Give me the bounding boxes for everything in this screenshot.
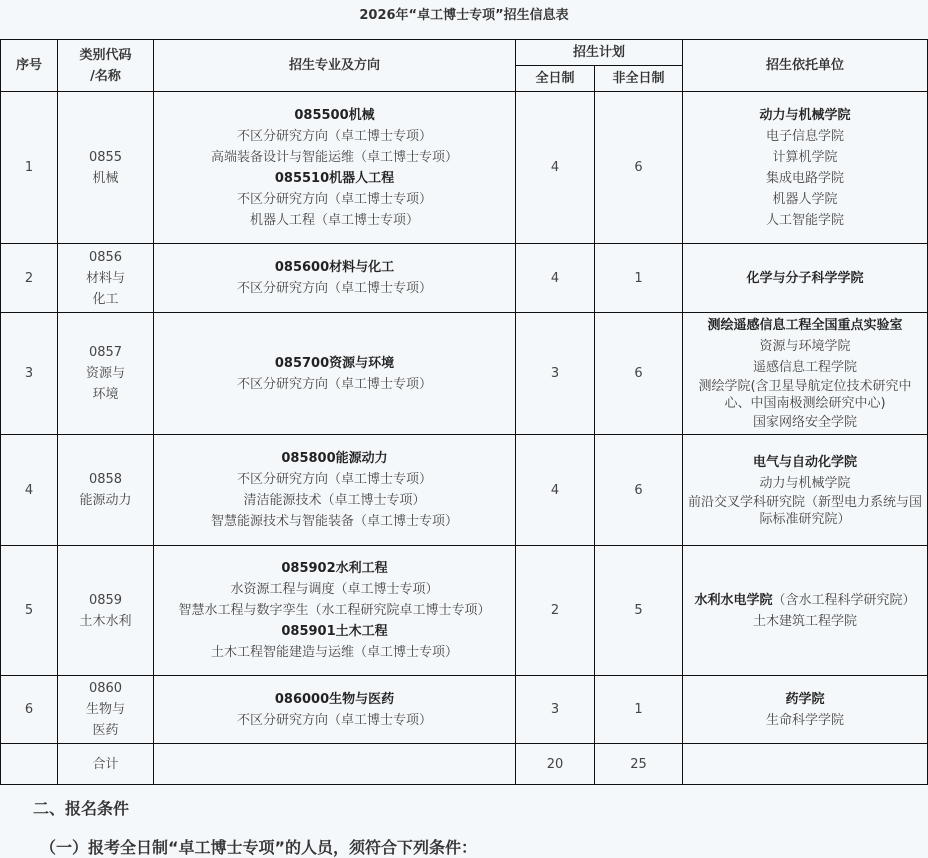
- cell-empty: [683, 744, 928, 785]
- cell-category: [58, 244, 154, 313]
- cell-majors: [154, 313, 516, 435]
- category-name: 环境: [92, 387, 119, 402]
- unit-name-suffix: （含水工程科学研究院）: [772, 592, 916, 608]
- category-code: 0859: [88, 592, 123, 608]
- category-name: 土木水利: [79, 613, 132, 629]
- cell-category: [58, 435, 154, 546]
- cell-category: [58, 546, 154, 676]
- major-direction: 不区分研究方向（卓工博士专项）: [236, 128, 432, 144]
- total-label: 合计: [58, 744, 154, 785]
- cell-majors: [154, 435, 516, 546]
- cell-full-time: 4: [516, 435, 595, 546]
- total-row: [1, 744, 928, 785]
- section-heading: 二、报名条件: [33, 799, 130, 818]
- major-direction: 智慧水工程与数字孪生（水工程研究院卓工博士专项）: [178, 603, 491, 618]
- unit-name: 电子信息学院: [766, 128, 845, 144]
- major-direction: 土木工程智能建造与运维（卓工博士专项）: [210, 645, 458, 660]
- major-direction: 清洁能源技术（卓工博士专项）: [243, 493, 426, 508]
- total-full-time: 20: [516, 744, 595, 785]
- unit-name: 遥感信息工程学院: [753, 359, 858, 375]
- cell-seq: 4: [1, 435, 58, 546]
- header-units: 招生依托单位: [683, 40, 928, 92]
- cell-part-time: 1: [595, 676, 683, 744]
- header-category: [58, 40, 154, 92]
- cell-category: [58, 676, 154, 744]
- category-code: 0858: [88, 472, 123, 487]
- major-direction: 不区分研究方向（卓工博士专项）: [236, 712, 432, 728]
- header-part-time: 非全日制: [595, 66, 683, 92]
- cell-units: [683, 435, 928, 546]
- cell-full-time: 2: [516, 546, 595, 676]
- major-title: 085902水利工程: [281, 561, 388, 576]
- unit-name: 动力与机械学院: [759, 476, 851, 491]
- unit-name: 前沿交叉学科研究院（新型电力系统与国际标准研究院）: [688, 495, 923, 527]
- major-title: 085510机器人工程: [274, 170, 395, 186]
- header-full-time: 全日制: [516, 66, 595, 92]
- cell-seq: 2: [1, 244, 58, 313]
- unit-name: 化学与分子科学学院: [746, 270, 864, 286]
- major-direction: 机器人工程（卓工博士专项）: [249, 212, 419, 228]
- cell-units: [683, 313, 928, 435]
- major-direction: 不区分研究方向（卓工博士专项）: [236, 191, 432, 207]
- major-direction: 不区分研究方向（卓工博士专项）: [236, 472, 432, 487]
- table-row: [1, 313, 928, 435]
- table-row: [1, 244, 928, 313]
- cell-units: [683, 676, 928, 744]
- unit-name: 土木建筑工程学院: [753, 613, 858, 629]
- total-part-time: 25: [595, 744, 683, 785]
- cell-part-time: 6: [595, 92, 683, 244]
- major-title: 085500机械: [294, 107, 375, 123]
- cell-majors: [154, 676, 516, 744]
- cell-empty: [154, 744, 516, 785]
- cell-seq: 1: [1, 92, 58, 244]
- unit-name: [687, 590, 923, 611]
- category-code: 0860: [88, 681, 123, 696]
- header-seq: 序号: [1, 40, 58, 92]
- enrollment-table: [0, 39, 928, 785]
- table-row: [1, 435, 928, 546]
- table-title: 2026年“卓工博士专项”招生信息表: [359, 8, 569, 23]
- cell-seq: 3: [1, 313, 58, 435]
- cell-category: [58, 313, 154, 435]
- unit-name: 资源与环境学院: [759, 338, 851, 354]
- unit-name: 集成电路学院: [766, 170, 845, 186]
- category-code: 0855: [88, 149, 123, 165]
- major-direction: 智慧能源技术与智能装备（卓工博士专项）: [210, 514, 458, 529]
- cell-part-time: 1: [595, 244, 683, 313]
- unit-name: 测绘学院(含卫星导航定位技术研究中心、中国南极测绘研究中心): [698, 378, 912, 411]
- subsection-heading: （一）报考全日制“卓工博士专项”的人员，须符合下列条件：: [40, 838, 478, 857]
- cell-part-time: 6: [595, 435, 683, 546]
- cell-category: [58, 92, 154, 244]
- header-category-line2: /名称: [90, 68, 121, 84]
- category-name: 化工: [92, 291, 119, 307]
- category-name: 生物与: [85, 702, 125, 717]
- unit-name: 动力与机械学院: [759, 107, 851, 123]
- unit-name: 人工智能学院: [766, 212, 845, 228]
- unit-name: 电气与自动化学院: [753, 455, 858, 470]
- header-category-line1: 类别代码: [79, 47, 132, 63]
- category-name: 资源与: [85, 366, 125, 381]
- cell-part-time: 6: [595, 313, 683, 435]
- major-title: 085800能源动力: [281, 451, 388, 466]
- major-direction: 高端装备设计与智能运维（卓工博士专项）: [210, 149, 458, 165]
- cell-full-time: 4: [516, 244, 595, 313]
- category-name: 医药: [92, 723, 119, 738]
- cell-units: [683, 546, 928, 676]
- category-name: 材料与: [85, 270, 125, 286]
- cell-full-time: 3: [516, 313, 595, 435]
- cell-seq: 5: [1, 546, 58, 676]
- major-direction: 水资源工程与调度（卓工博士专项）: [230, 582, 439, 597]
- category-name: 能源动力: [79, 493, 132, 508]
- cell-seq: 6: [1, 676, 58, 744]
- cell-units: [683, 244, 928, 313]
- unit-name: 国家网络安全学院: [753, 414, 858, 430]
- unit-name-main: 水利水电学院: [694, 592, 773, 608]
- category-code: 0857: [88, 345, 123, 360]
- header-majors: 招生专业及方向: [154, 40, 516, 92]
- major-title: 085600材料与化工: [274, 260, 395, 275]
- major-title: 085901土木工程: [281, 624, 388, 639]
- cell-majors: [154, 92, 516, 244]
- unit-name: 计算机学院: [772, 149, 838, 165]
- cell-full-time: 3: [516, 676, 595, 744]
- category-code: 0856: [88, 249, 123, 265]
- table-row: [1, 546, 928, 676]
- cell-units: [683, 92, 928, 244]
- cell-empty: [1, 744, 58, 785]
- header-plan: 招生计划: [516, 40, 683, 66]
- cell-full-time: 4: [516, 92, 595, 244]
- cell-majors: [154, 244, 516, 313]
- unit-name: 生命科学学院: [766, 712, 845, 728]
- table-row: [1, 92, 928, 244]
- unit-name: 药学院: [785, 691, 825, 707]
- cell-part-time: 5: [595, 546, 683, 676]
- unit-name: 机器人学院: [772, 191, 838, 207]
- unit-name: 测绘遥感信息工程全国重点实验室: [707, 317, 903, 333]
- major-title: 086000生物与医药: [274, 691, 395, 707]
- major-direction: 不区分研究方向（卓工博士专项）: [236, 281, 432, 296]
- category-name: 机械: [92, 170, 119, 186]
- cell-majors: [154, 546, 516, 676]
- table-row: [1, 676, 928, 744]
- major-title: 085700资源与环境: [274, 355, 395, 371]
- major-direction: 不区分研究方向（卓工博士专项）: [236, 376, 432, 392]
